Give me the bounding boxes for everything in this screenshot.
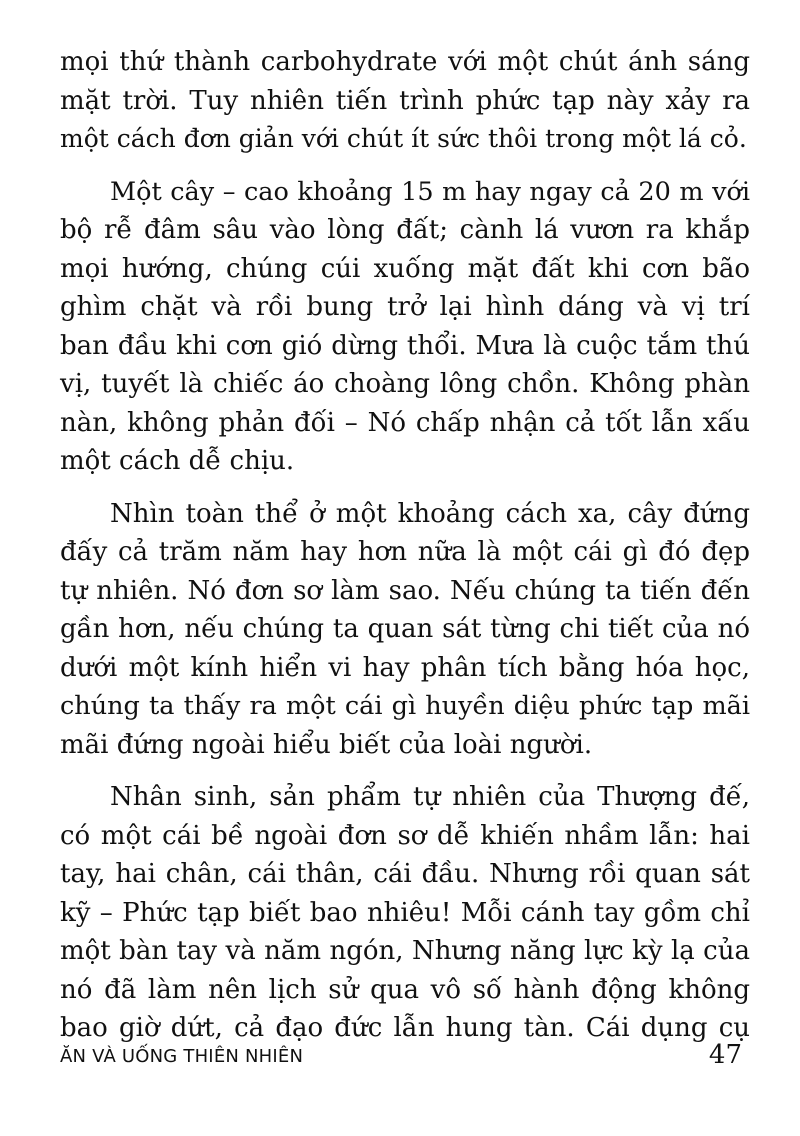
text-line: nàn, không phản đối – Nó chấp nhận cả tốt lẫn xấu (60, 407, 750, 438)
running-title: ĂN VÀ UỐNG THIÊN NHIÊN (60, 1046, 304, 1067)
text-line: Nhìn toàn thể ở một khoảng cách xa, cây đứng (110, 498, 750, 529)
paragraph-1 (60, 43, 750, 159)
text-line: dưới một kính hiển vi hay phân tích bằng hóa học, (60, 652, 750, 683)
paragraph-2 (60, 173, 750, 481)
paragraph-3 (60, 495, 750, 765)
text-line: mặt trời. Tuy nhiên tiến trình phức tạp này xảy ra (60, 85, 750, 116)
text-line: vị, tuyết là chiếc áo choàng lông chồn. Không phàn (60, 369, 750, 399)
text-line: bao giờ dứt, cả đạo đức lẫn hung tàn. Cái dụng cụ (60, 1013, 750, 1043)
text-line: mãi đứng ngoài hiểu biết của loài người. (60, 729, 593, 760)
text-line: tay, hai chân, cái thân, cái đầu. Nhưng rồi quan sát (60, 859, 750, 889)
text-line: gần hơn, nếu chúng ta quan sát từng chi tiết của nó (60, 614, 750, 644)
page-footer (60, 1040, 742, 1080)
text-line: Nhân sinh, sản phẩm tự nhiên của Thượng đế, (110, 782, 750, 812)
text-line: ghìm chặt và rồi bung trở lại hình dáng và vị trí (60, 292, 750, 322)
text-line: đấy cả trăm năm hay hơn nữa là một cái gì đó đẹp (60, 537, 750, 567)
page-number: 47 (708, 1040, 742, 1070)
paragraph-4 (60, 778, 750, 1048)
text-line: một cách dễ chịu. (60, 446, 295, 476)
body-text (60, 43, 750, 1062)
text-line: có một cái bề ngoài đơn sơ dễ khiến nhầm lẫn: hai (60, 820, 750, 851)
text-line: mọi hướng, chúng cúi xuống mặt đất khi cơn bão (60, 253, 750, 284)
text-line: nó đã làm nên lịch sử qua vô số hành động không (60, 974, 750, 1005)
text-line: chúng ta thấy ra một cái gì huyền diệu phức tạp mãi (60, 691, 750, 721)
text-line: một cách đơn giản với chút ít sức thôi trong một lá cỏ. (60, 124, 747, 153)
text-line: mọi thứ thành carbohydrate với một chút ánh sáng (60, 47, 750, 77)
text-line: một bàn tay và năm ngón, Nhưng năng lực kỳ lạ của (60, 936, 750, 966)
text-line: bộ rễ đâm sâu vào lòng đất; cành lá vươn ra khắp (60, 215, 750, 245)
text-line: ban đầu khi cơn gió dừng thổi. Mưa là cuộc tắm thú (60, 330, 750, 361)
text-line: kỹ – Phức tạp biết bao nhiêu! Mỗi cánh tay gồm chỉ (60, 897, 750, 928)
text-line: Một cây – cao khoảng 15 m hay ngay cả 20 m với (110, 176, 750, 207)
text-line: tự nhiên. Nó đơn sơ làm sao. Nếu chúng ta tiến đến (60, 575, 750, 606)
